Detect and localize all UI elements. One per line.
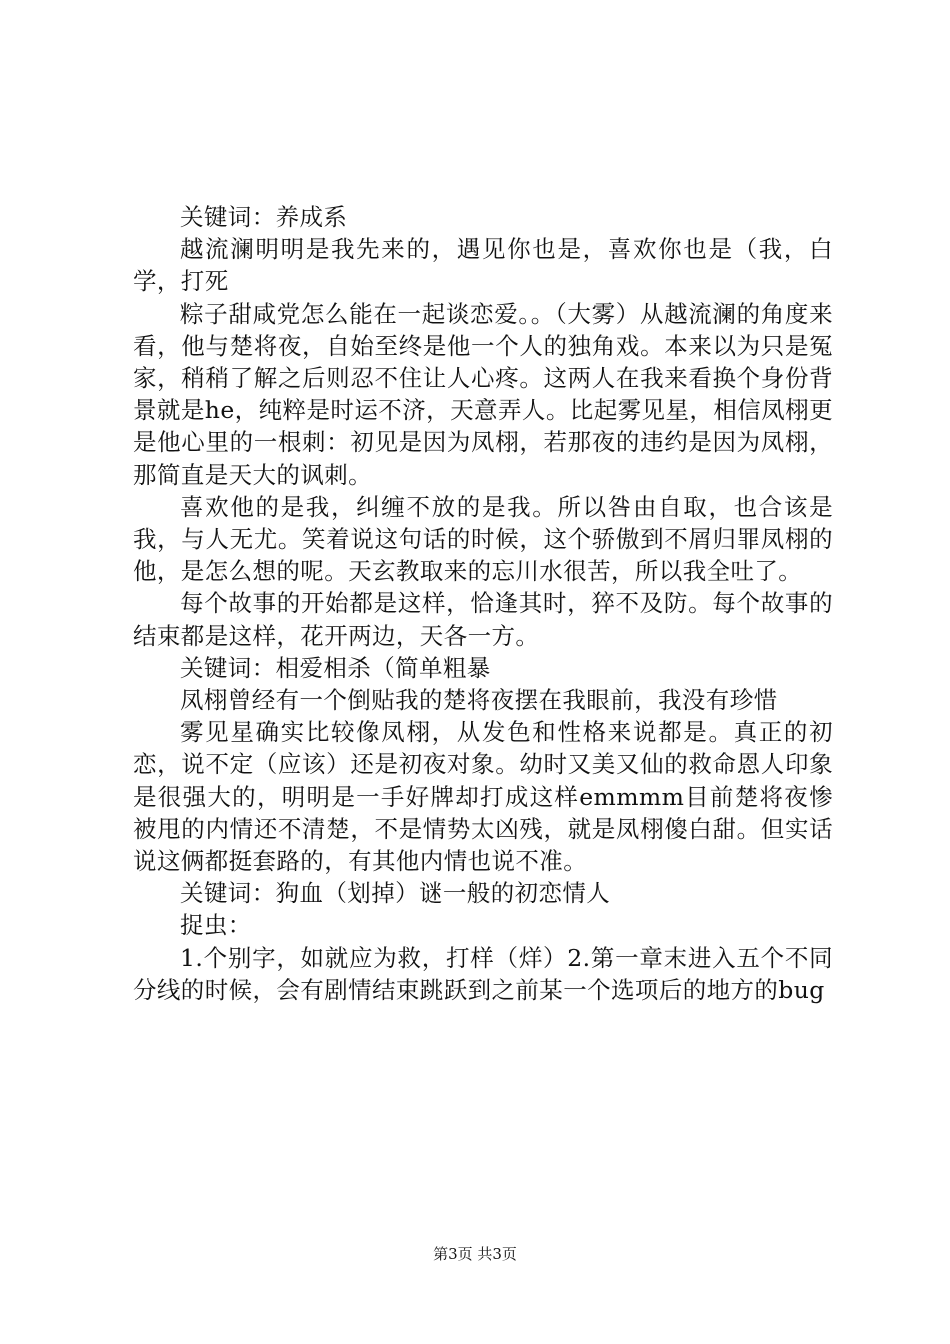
paragraph: 越流澜明明是我先来的，遇见你也是，喜欢你也是（我，白学，打死: [133, 235, 833, 296]
paragraph: 每个故事的开始都是这样，恰逢其时，猝不及防。每个故事的结束都是这样，花开两边，天各一方。: [133, 589, 833, 650]
paragraph: 凤栩曾经有一个倒贴我的楚将夜摆在我眼前，我没有珍惜: [180, 686, 778, 715]
page-footer: [0, 1244, 950, 1264]
keyword-line: 关键词：养成系: [180, 203, 348, 231]
keyword-line: 关键词：狗血（划掉）谜一般的初恋情人: [180, 879, 611, 908]
bug-report-heading: 捉虫：: [180, 911, 252, 940]
page-number: 第3页 共3页: [433, 1245, 517, 1263]
paragraph: 喜欢他的是我，纠缠不放的是我。所以咎由自取，也合该是我，与人无尤。笑着说这句话的时候，这个骄傲到不屑归罪凤栩的他，是怎么想的呢。天玄教取来的忘川水很苦，所以我全吐了。: [133, 492, 833, 586]
bug-report-paragraph: 1.个别字，如就应为救，打样（烊）2.第一章末进入五个不同分线的时候，会有剧情结束跳跃到之前某一个选项后的地方的bug: [133, 943, 833, 1004]
paragraph: 粽子甜咸党怎么能在一起谈恋爱。。（大雾）从越流澜的角度来看，他与楚将夜，自始至终是他一个人的独角戏。本来以为只是冤家，稍稍了解之后则忍不住让人心疼。这两人在我来看换个身份背景就是he，纯粹是时运不济，天意弄人。比起雾见星，相信凤栩更是他心里的一根刺：初见是因为凤栩，若那夜的违约是因为凤栩，那简直是天大的讽刺。: [133, 299, 833, 489]
document-body: [133, 201, 833, 1006]
paragraph: 雾见星确实比较像凤栩，从发色和性格来说都是。真正的初恋，说不定（应该）还是初夜对象。幼时又美又仙的救命恩人印象是很强大的，明明是一手好牌却打成这样emmmm目前楚将夜惨被甩的内情还不清楚，不是情势太凶残，就是凤栩傻白甜。但实话说这俩都挺套路的，有其他内情也说不准。: [133, 718, 833, 876]
keyword-line: 关键词：相爱相杀（简单粗暴: [180, 653, 491, 682]
